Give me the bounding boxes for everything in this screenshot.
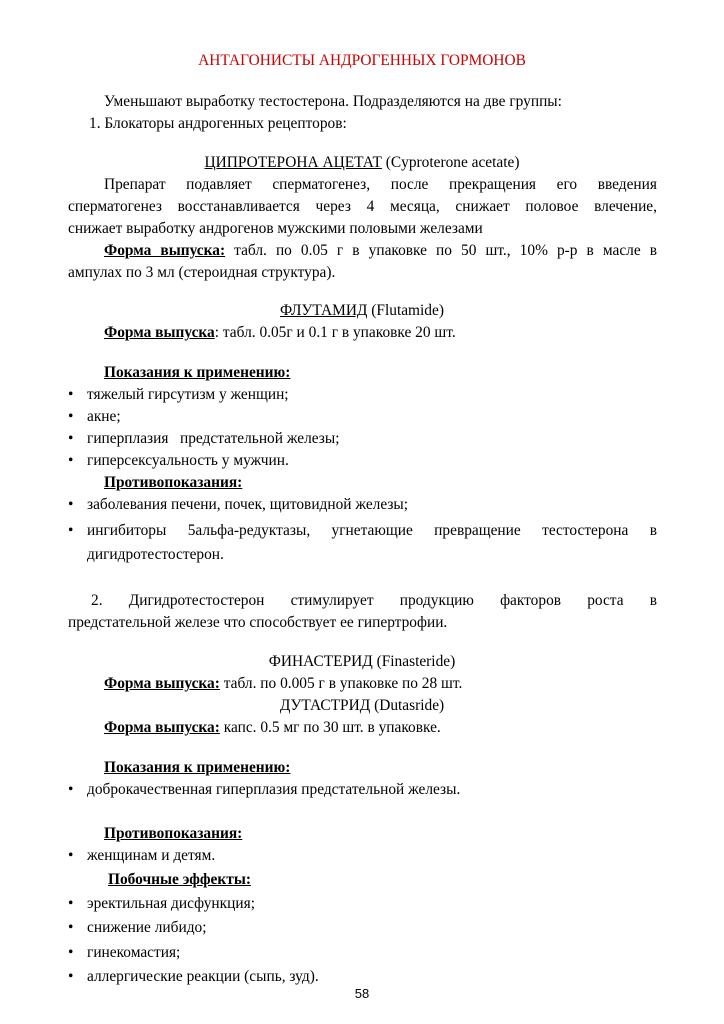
- form-label: Форма выпуска:: [104, 675, 220, 692]
- form-text: табл. по 0.05 г в упаковке по 50 шт., 10% р-р в масле в: [225, 242, 657, 259]
- page-number: 58: [354, 986, 370, 1001]
- contraindications-heading: Противопоказания:: [104, 474, 243, 491]
- drug-finasteride-heading: ФИНАСТЕРИД (Finasteride): [268, 653, 456, 670]
- list-item: эректильная дисфункция;: [87, 895, 255, 912]
- list-item: доброкачественная гиперплазия предстательной железы.: [87, 781, 461, 798]
- form-text: табл. по 0.005 г в упаковке по 28 шт.: [219, 675, 463, 692]
- group-2-line: предстательной железе что способствует ее гипертрофии.: [68, 614, 448, 631]
- drug-flutamide-form: [104, 322, 456, 344]
- bullet-icon: •: [68, 430, 74, 447]
- drug-dutasteride-form: [104, 717, 441, 739]
- drug-finasteride-form: [104, 673, 462, 695]
- group-1-heading: 1. Блокаторы андрогенных рецепторов:: [89, 115, 347, 132]
- drug-cyproterone-desc-line: сперматогенез восстанавливается через 4 месяца, снижает половое влечение,: [68, 198, 657, 215]
- list-item: гиперплазия предстательной железы;: [87, 430, 340, 447]
- form-label: Форма выпуска:: [104, 719, 220, 736]
- form-text: : табл. 0.05г и 0.1 г в упаковке 20 шт.: [214, 324, 456, 341]
- list-item: аллергические реакции (сыпь, зуд).: [87, 968, 319, 985]
- form-label: Форма выпуска:: [104, 242, 226, 259]
- bullet-icon: •: [68, 944, 74, 961]
- list-item: заболевания печени, почек, щитовидной железы;: [87, 496, 409, 513]
- list-item: тяжелый гирсутизм у женщин;: [87, 386, 289, 403]
- list-item: акне;: [87, 408, 121, 425]
- bullet-icon: •: [68, 522, 74, 539]
- drug-cyproterone-desc-line: Препарат подавляет сперматогенез, после прекращения его введения: [104, 176, 657, 193]
- bullet-icon: •: [68, 895, 74, 912]
- bullet-icon: •: [68, 408, 74, 425]
- drug-cyproterone-latin: (Cyproterone acetate): [381, 154, 520, 171]
- indications-heading: Показания к применению:: [104, 364, 291, 381]
- bullet-icon: •: [68, 496, 74, 513]
- contraindications-heading: Противопоказания:: [104, 825, 243, 842]
- bullet-icon: •: [68, 386, 74, 403]
- bullet-icon: •: [68, 781, 74, 798]
- list-item: снижение либидо;: [87, 919, 207, 936]
- drug-cyproterone-form-line: ампулах по 3 мл (стероидная структура).: [68, 264, 336, 281]
- list-item: гинекомастия;: [87, 944, 181, 961]
- bullet-icon: •: [68, 847, 74, 864]
- drug-cyproterone-heading: [66, 152, 658, 174]
- drug-cyproterone-name: ЦИПРОТЕРОНА АЦЕТАТ: [204, 154, 382, 171]
- list-item-continuation: дигидротестостерон.: [87, 546, 224, 563]
- drug-dutasteride-heading: ДУТАСТРИД (Dutasride): [279, 697, 445, 714]
- side-effects-heading: Побочные эффекты:: [108, 871, 251, 888]
- indications-heading: Показания к применению:: [104, 759, 291, 776]
- bullet-icon: •: [68, 968, 74, 985]
- bullet-icon: •: [68, 919, 74, 936]
- bullet-icon: •: [68, 452, 74, 469]
- form-label: Форма выпуска: [104, 324, 215, 341]
- drug-flutamide-name: ФЛУТАМИД: [280, 302, 368, 319]
- intro-line: Уменьшают выработку тестостерона. Подразделяются на две группы:: [104, 93, 562, 110]
- form-text: капс. 0.5 мг по 30 шт. в упаковке.: [219, 719, 441, 736]
- list-item: ингибиторы 5альфа-редуктазы, угнетающие превращение тестостерона в: [87, 522, 657, 539]
- drug-flutamide-heading: [66, 300, 658, 322]
- page-title: АНТАГОНИСТЫ АНДРОГЕННЫХ ГОРМОНОВ: [198, 52, 526, 69]
- drug-cyproterone-desc-line: снижает выработку андрогенов мужскими половыми железами: [68, 220, 483, 237]
- list-item: женщинам и детям.: [87, 847, 216, 864]
- drug-flutamide-latin: (Flutamide): [367, 302, 444, 319]
- drug-cyproterone-form: [68, 240, 657, 262]
- list-item: гиперсексуальность у мужчин.: [87, 452, 289, 469]
- group-2-line: 2. Дигидротестостерон стимулирует продукцию факторов роста в: [91, 592, 657, 609]
